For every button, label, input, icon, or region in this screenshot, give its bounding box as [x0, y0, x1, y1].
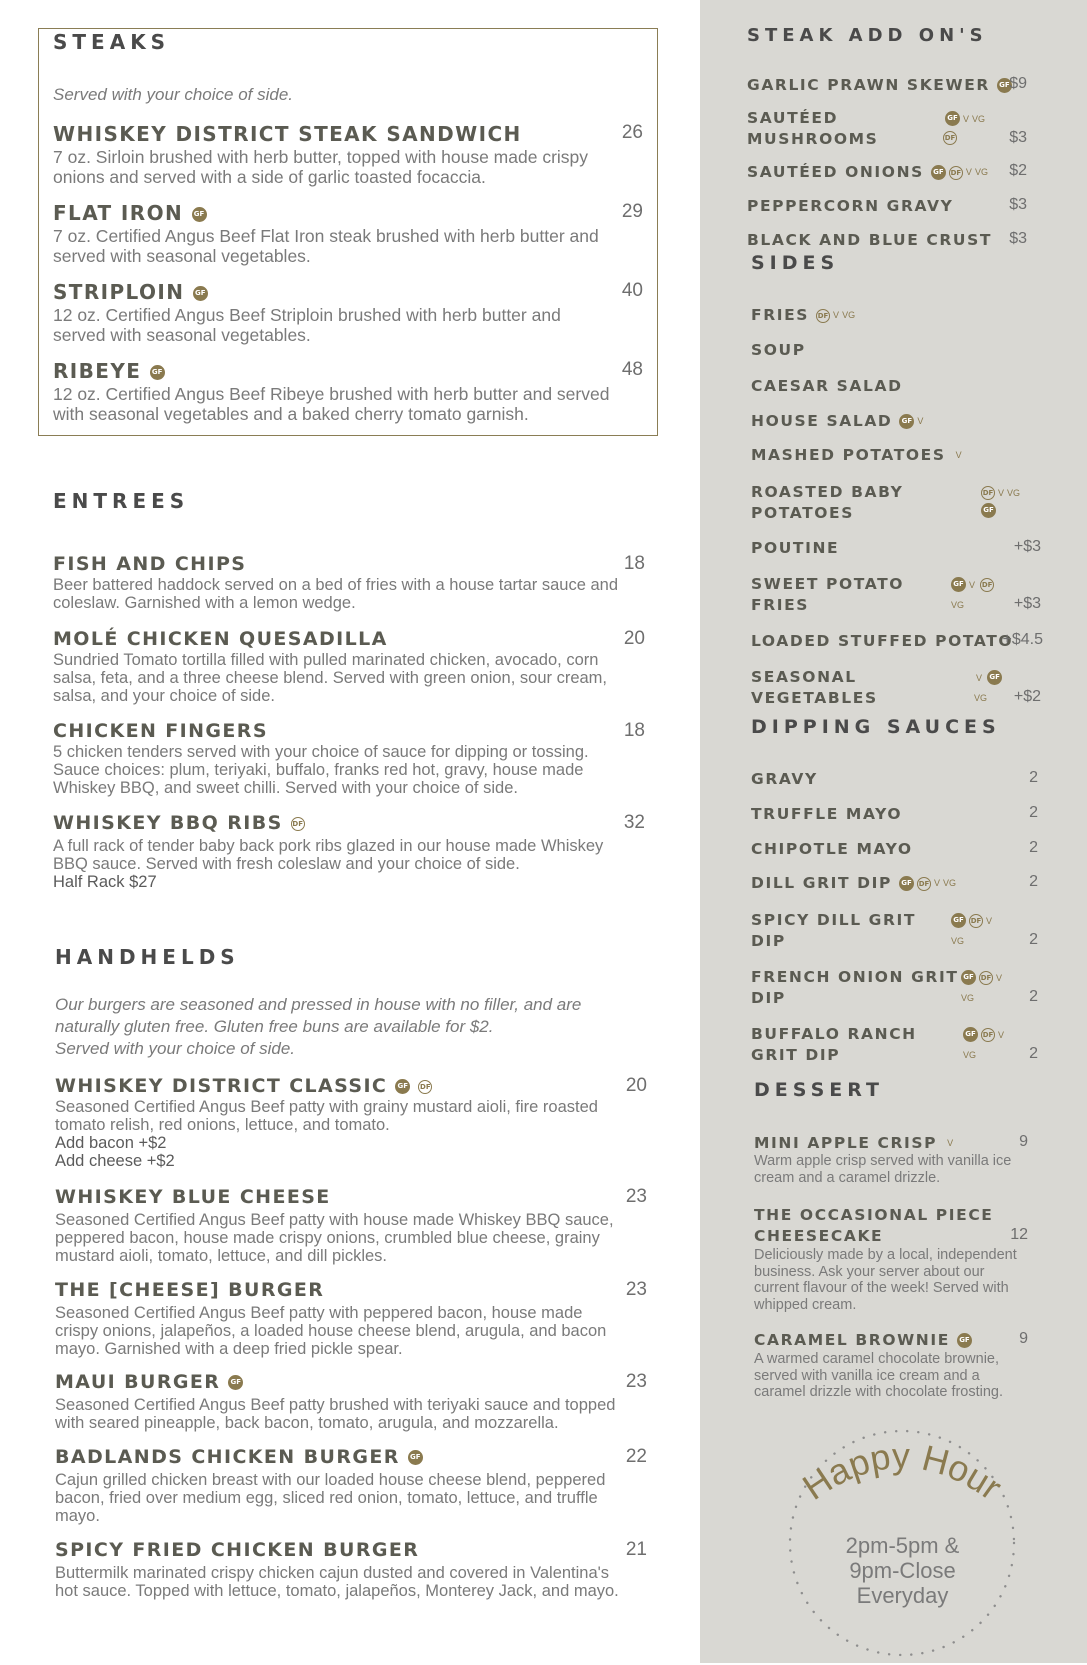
item-price: $9: [1009, 75, 1027, 92]
item-price: +$2: [1013, 688, 1041, 705]
vegan-icon: VG: [963, 1049, 977, 1060]
item-name: PEPPERCORN GRAVY: [747, 197, 954, 215]
steaks-title: STEAKS: [53, 30, 171, 54]
vegan-icon: VG: [972, 113, 986, 124]
vegetarian-icon: V: [833, 310, 840, 320]
dairy-free-icon: DF: [949, 166, 963, 180]
addons-title: STEAK ADD ON'S: [747, 25, 988, 46]
item-name: MINI APPLE CRISP V: [754, 1134, 954, 1152]
item-name: BLACK AND BLUE CRUST: [747, 231, 993, 249]
gluten-free-icon: GF: [931, 165, 946, 180]
gluten-free-icon: GF: [408, 1450, 423, 1465]
sauces-title: DIPPING SAUCES: [751, 716, 1001, 738]
item-description: Warm apple crisp served with vanilla ice cream and a caramel drizzle.: [754, 1153, 1012, 1186]
item-name: SPICY FRIED CHICKEN BURGER: [55, 1539, 420, 1561]
item-name: GARLIC PRAWN SKEWER GF: [747, 75, 1012, 96]
item-price: 2: [1029, 1045, 1038, 1062]
item-price: 2: [1029, 873, 1038, 890]
vegetarian-icon: V: [998, 1029, 1005, 1040]
sides-title: SIDES: [751, 252, 840, 274]
vegetarian-icon: V: [947, 1138, 954, 1148]
item-name: SOUP: [751, 341, 806, 359]
item-name: GRAVY: [751, 770, 818, 788]
gluten-free-icon: GF: [981, 503, 996, 518]
item-description: 5 chicken tenders served with your choice of sauce for dipping or tossing. Sauce choices: plum, teriyaki, buffalo, franks red hot, gravy, house made Whiskey BBQ, and sweet chilli. Served with your choice of side.: [53, 743, 589, 797]
item-price: 2: [1029, 931, 1038, 948]
item-name: ROASTED BABY POTATOES: [751, 483, 904, 522]
item-price: 23: [625, 1279, 647, 1300]
vegetarian-icon: V: [917, 416, 924, 426]
item-price: 2: [1029, 988, 1038, 1005]
item-description: 12 oz. Certified Angus Beef Ribeye brushed with herb butter and served with seasonal vegetables and a baked cherry tomato garnish.: [53, 384, 610, 424]
item-name: FISH AND CHIPS: [53, 553, 247, 575]
item-description: A warmed caramel chocolate brownie, served with vanilla ice cream and a caramel drizzle with chocolate frosting.: [754, 1351, 1004, 1400]
dairy-free-icon: DF: [291, 817, 305, 831]
item-description: Seasoned Certified Angus Beef patty brushed with teriyaki sauce and topped with seared pineapple, back bacon, tomato, arugula, and mozzarella.: [55, 1396, 616, 1432]
diet-marks: [951, 910, 992, 929]
item-description: 7 oz. Certified Angus Beef Flat Iron steak brushed with herb butter and served with seasonal vegetables.: [53, 226, 599, 266]
steaks-intro: Served with your choice of side.: [53, 85, 294, 104]
item-price: 22: [625, 1446, 647, 1467]
gluten-free-icon: GF: [192, 207, 207, 222]
dairy-free-icon: DF: [418, 1080, 432, 1094]
item-price: 29: [621, 201, 643, 222]
gluten-free-icon: GF: [899, 876, 914, 891]
item-price: 12: [1010, 1226, 1028, 1243]
dairy-free-icon: DF: [980, 578, 994, 592]
vegan-icon: VG: [943, 878, 957, 888]
item-price: 2: [1029, 769, 1038, 786]
gluten-free-icon: GF: [957, 1333, 972, 1348]
diet-marks: [971, 687, 987, 706]
gluten-free-icon: GF: [945, 111, 960, 126]
vegetarian-icon: V: [965, 167, 972, 177]
item-name: CAESAR SALAD: [751, 377, 903, 395]
item-price: 23: [625, 1371, 647, 1392]
gluten-free-icon: GF: [951, 577, 966, 592]
handhelds-title: HANDHELDS: [55, 945, 240, 969]
item-price: 32: [623, 812, 645, 833]
happy-hour-title: [795, 1435, 1009, 1508]
item-name: WHISKEY DISTRICT STEAK SANDWICH: [53, 122, 522, 146]
item-name: LOADED STUFFED POTATO: [751, 632, 1014, 650]
vegetarian-icon: V: [976, 672, 983, 683]
item-price: 9: [1019, 1330, 1028, 1347]
gluten-free-icon: GF: [193, 286, 208, 301]
vegetarian-icon: V: [986, 915, 993, 926]
item-name: WHISKEY BLUE CHEESE: [55, 1186, 331, 1208]
item-price: $2: [1009, 162, 1027, 179]
item-description: Deliciously made by a local, independent business. Ask your server about our current flavour of the week! Served with whipped cream.: [754, 1247, 1017, 1313]
vegan-icon: VG: [961, 992, 975, 1003]
vegetarian-icon: V: [933, 878, 940, 888]
item-name: FRIES DF V VG: [751, 306, 856, 324]
item-description: 12 oz. Certified Angus Beef Striploin brushed with herb butter and served with seasonal vegetables.: [53, 305, 561, 345]
item-name: SWEET POTATO FRIES: [751, 575, 905, 614]
happy-hour-times: 2pm-5pm & 9pm-Close Everyday: [845, 1533, 960, 1608]
item-name: MOLÉ CHICKEN QUESADILLA: [53, 628, 388, 650]
dairy-free-icon: DF: [943, 131, 957, 145]
item-name: HOUSE SALAD GF V: [751, 412, 924, 430]
gluten-free-icon: GF: [963, 1027, 978, 1042]
diet-marks: [945, 108, 985, 127]
gluten-free-icon: GF: [987, 670, 1002, 685]
happy-hour-title-text: Happy Hour: [795, 1434, 1010, 1508]
item-name: POUTINE: [751, 539, 840, 557]
item-price: 2: [1029, 839, 1038, 856]
item-name: SAUTÉED ONIONS GF DF V VG: [747, 163, 988, 181]
vegan-icon: VG: [974, 167, 988, 177]
item-price: $3: [1009, 129, 1027, 146]
item-description: A full rack of tender baby back pork ribs glazed in our house made Whiskey BBQ sauce. Served with fresh coleslaw and your choice of side. Half Rack $27: [53, 837, 604, 891]
item-description: Beer battered haddock served on a bed of fries with a house tartar sauce and coleslaw. Garnished with a lemon wedge.: [53, 576, 619, 612]
item-name: WHISKEY DISTRICT CLASSIC GF DF: [55, 1075, 431, 1097]
vegan-icon: VG: [974, 692, 988, 703]
item-name: MAUI BURGER GF: [55, 1371, 243, 1393]
vegan-icon: VG: [951, 935, 965, 946]
item-price: 23: [625, 1186, 647, 1207]
item-name: CHIPOTLE MAYO: [751, 840, 913, 858]
vegetarian-icon: V: [969, 579, 976, 590]
item-name: BADLANDS CHICKEN BURGER GF: [55, 1446, 423, 1468]
item-name: THE [CHEESE] BURGER: [55, 1279, 325, 1301]
item-price: +$3: [1013, 538, 1041, 555]
item-description: 7 oz. Sirloin brushed with herb butter, topped with house made crispy onions and served with a side of garlic toasted focaccia.: [53, 147, 589, 187]
diet-marks: [973, 667, 1002, 686]
item-price: 48: [621, 359, 643, 380]
item-description: Buttermilk marinated crispy chicken cajun dusted and covered in Valentina's hot sauce. Topped with lettuce, tomato, jalapeños, Monterey Jack, and mayo.: [55, 1564, 619, 1600]
item-name: SAUTÉED MUSHROOMS: [747, 109, 879, 148]
diet-marks: [981, 482, 1020, 501]
gluten-free-icon: GF: [997, 78, 1012, 93]
item-description: Seasoned Certified Angus Beef patty with house made Whiskey BBQ sauce, peppered bacon, house made crispy onions, crumbled blue cheese, grainy mustard aioli, tomato, lettuce, and dill pickles.: [55, 1211, 614, 1265]
dessert-title: DESSERT: [754, 1079, 884, 1101]
item-name: FRENCH ONION GRIT DIP: [751, 968, 959, 1007]
dairy-free-icon: DF: [816, 309, 830, 323]
happy-hour-badge: [780, 1425, 1025, 1665]
item-name: STRIPLOIN GF: [53, 280, 208, 304]
item-name: BUFFALO RANCH GRIT DIP: [751, 1025, 917, 1064]
gluten-free-icon: GF: [961, 970, 976, 985]
item-name: MASHED POTATOES V: [751, 446, 962, 464]
item-name: SPICY DILL GRIT DIP: [751, 911, 917, 950]
gluten-free-icon: GF: [951, 913, 966, 928]
item-price: 40: [621, 280, 643, 301]
diet-marks: [963, 1044, 976, 1063]
item-price: 21: [625, 1539, 647, 1560]
handhelds-intro: Our burgers are seasoned and pressed in house with no filler, and are naturally gluten free. Gluten free buns are available for $2. Served with your choice of side.: [55, 995, 582, 1058]
item-name: CHICKEN FINGERS: [53, 720, 268, 742]
item-price: 9: [1019, 1133, 1028, 1150]
item-description: Cajun grilled chicken breast with our loaded house cheese blend, peppered bacon, fried over medium egg, sliced red onion, tomato, lettuce, and truffle mayo.: [55, 1471, 606, 1525]
diet-marks: [961, 987, 974, 1006]
gluten-free-icon: GF: [228, 1375, 243, 1390]
dairy-free-icon: DF: [981, 486, 995, 500]
item-name: CARAMEL BROWNIE GF: [754, 1330, 972, 1351]
diet-marks: [951, 594, 964, 613]
item-name: RIBEYE GF: [53, 359, 165, 383]
diet-marks: [981, 500, 996, 519]
vegan-icon: VG: [1007, 487, 1021, 498]
gluten-free-icon: GF: [150, 365, 165, 380]
vegetarian-icon: V: [955, 450, 962, 460]
dairy-free-icon: DF: [981, 1028, 995, 1042]
diet-marks: [951, 930, 964, 949]
item-name: TRUFFLE MAYO: [751, 805, 903, 823]
item-price: $3: [1009, 196, 1027, 213]
vegetarian-icon: V: [963, 113, 970, 124]
item-price: 20: [625, 1075, 647, 1096]
item-description: Seasoned Certified Angus Beef patty with peppered bacon, house made crispy onions, jalapeños, a loaded house cheese blend, arugula, and bacon mayo. Garnished with a deep fried pickle spear.: [55, 1304, 607, 1358]
dairy-free-icon: DF: [969, 914, 983, 928]
item-price: $3: [1009, 230, 1027, 247]
item-price: 18: [623, 553, 645, 574]
diet-marks: [963, 1024, 1004, 1043]
diet-marks: [951, 574, 994, 593]
item-name: SEASONAL VEGETABLES: [751, 668, 878, 707]
item-name: DILL GRIT DIP GF DF V VG: [751, 874, 957, 892]
vegetarian-icon: V: [996, 972, 1003, 983]
entrees-title: ENTREES: [53, 489, 190, 513]
item-name: WHISKEY BBQ RIBS DF: [53, 812, 303, 834]
gluten-free-icon: GF: [899, 414, 914, 429]
item-price: 18: [623, 720, 645, 741]
diet-marks: [943, 127, 957, 146]
diet-marks: [961, 967, 1002, 986]
item-price: +$4.5: [1002, 631, 1043, 648]
dairy-free-icon: DF: [979, 971, 993, 985]
item-price: +$3: [1013, 595, 1041, 612]
item-price: 20: [623, 628, 645, 649]
vegan-icon: VG: [842, 310, 856, 320]
item-price: 2: [1029, 804, 1038, 821]
item-name: FLAT IRON GF: [53, 201, 207, 225]
dairy-free-icon: DF: [917, 877, 931, 891]
item-price: 26: [621, 122, 643, 143]
gluten-free-icon: GF: [395, 1079, 410, 1094]
item-name: THE OCCASIONAL PIECE CHEESECAKE: [754, 1206, 994, 1245]
vegan-icon: VG: [951, 599, 965, 610]
item-description: Seasoned Certified Angus Beef patty with grainy mustard aioli, fire roasted tomato relish, red onions, lettuce, and tomato. Add bacon +$2 Add cheese +$2: [55, 1098, 598, 1170]
item-description: Sundried Tomato tortilla filled with pulled marinated chicken, avocado, corn salsa, feta, and a three cheese blend. Served with green onion, sour cream, salsa, and your choice of side.: [53, 651, 607, 705]
vegetarian-icon: V: [998, 487, 1005, 498]
